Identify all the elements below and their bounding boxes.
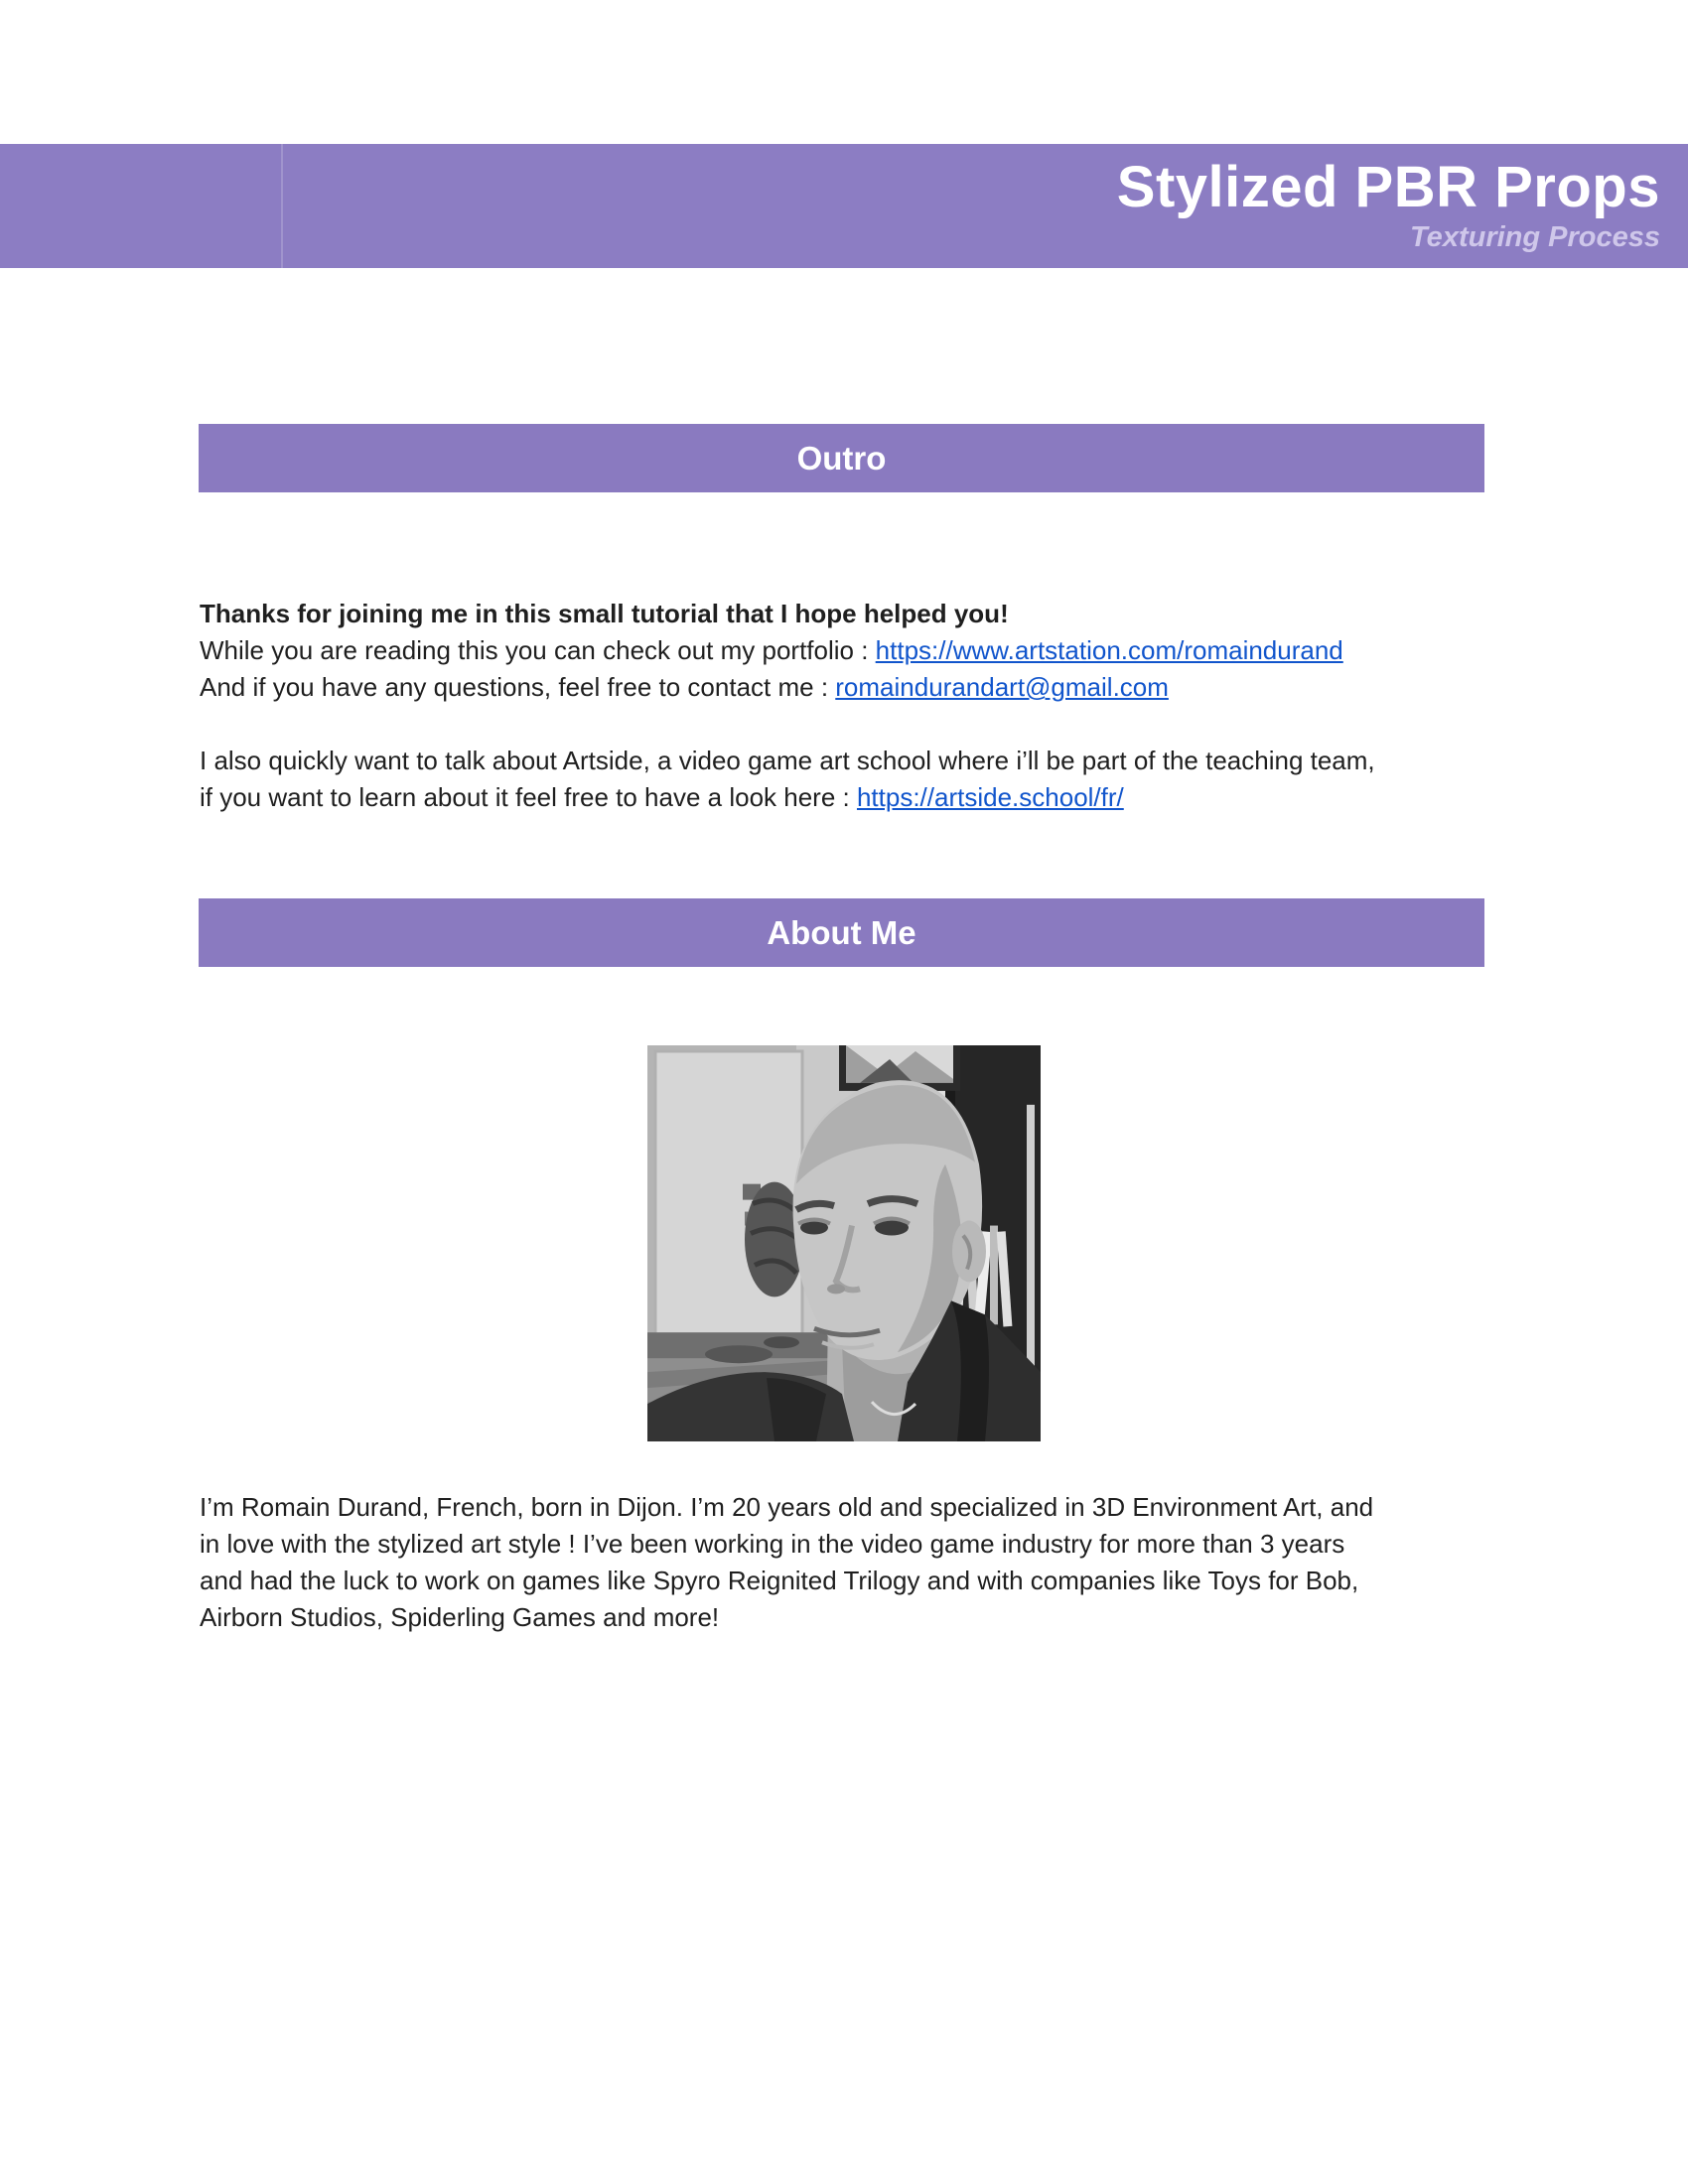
outro-artside-line1: I also quickly want to talk about Artside, a video game art school where i’ll be part of the teaching team, [200,746,1375,775]
section-banner-outro [199,424,1484,492]
outro-artside-prefix: if you want to learn about it feel free to have a look here : [200,782,857,812]
bio-line-1: I’m Romain Durand, French, born in Dijon. I’m 20 years old and specialized in 3D Environment Art, and [200,1492,1374,1522]
outro-contact-prefix: And if you have any questions, feel free to contact me : [200,672,836,702]
header-band [0,144,1688,268]
bio-line-4: Airborn Studios, Spiderling Games and more! [200,1602,720,1632]
paragraph-spacer [200,706,1495,743]
bio-line-3: and had the luck to work on games like Spyro Reignited Trilogy and with companies like Toys for Bob, [200,1566,1359,1595]
portrait-photo-image [647,1045,1041,1441]
portrait-photo [647,1045,1041,1441]
contact-email-link[interactable]: romaindurandart@gmail.com [835,672,1169,702]
outro-contact-line [200,669,1495,706]
bio-textblock [200,1489,1495,1636]
header-text [1117,144,1660,268]
artside-link[interactable]: https://artside.school/fr/ [856,782,1124,812]
outro-textblock [200,596,1495,816]
about-me-heading: About Me [767,913,916,951]
outro-thanks-line: Thanks for joining me in this small tutorial that I hope helped you! [200,599,1009,628]
page-subtitle: Texturing Process [1410,220,1660,253]
outro-heading: Outro [796,439,887,477]
outro-artside-line2 [200,779,1495,816]
section-banner-about-me [199,898,1484,967]
outro-portfolio-prefix: While you are reading this you can check out my portfolio : [200,635,876,665]
outro-portfolio-line [200,632,1495,669]
page-title: Stylized PBR Props [1116,154,1660,219]
bio-line-2: in love with the stylized art style ! I’ve been working in the video game industry for more than 3 years [200,1529,1345,1559]
header-column-divider [281,144,283,268]
portfolio-link[interactable]: https://www.artstation.com/romaindurand [875,635,1343,665]
